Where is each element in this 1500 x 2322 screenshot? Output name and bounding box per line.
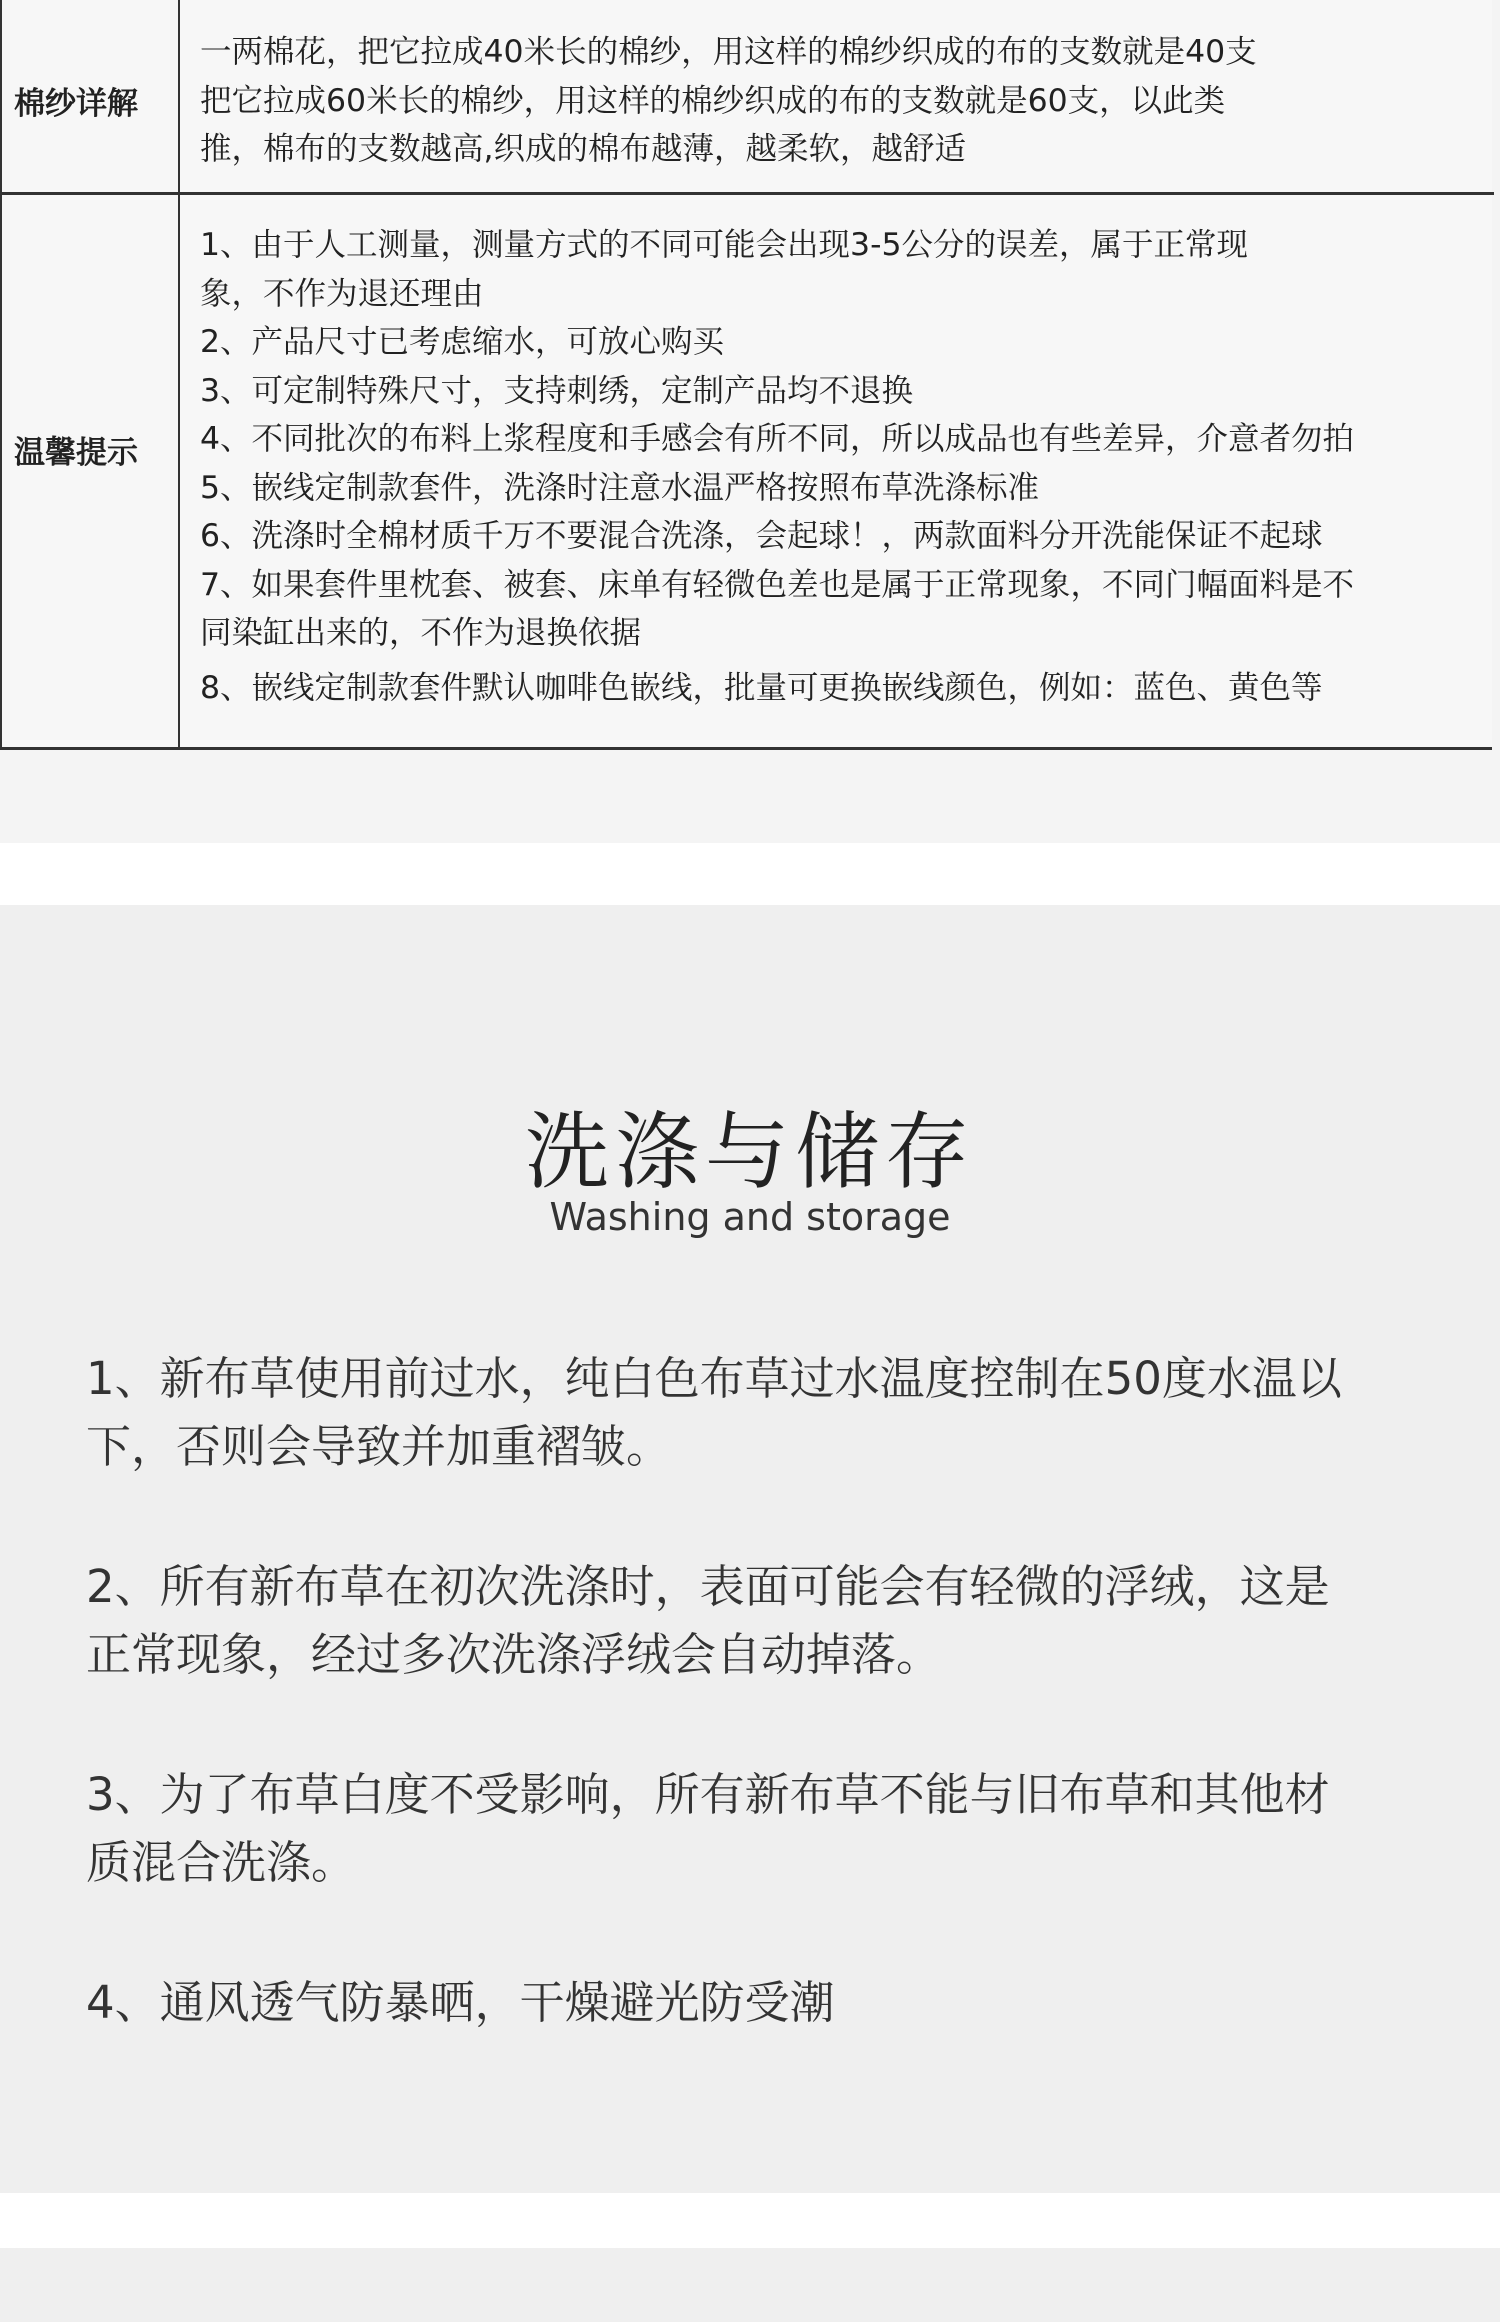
row-content	[200, 221, 1484, 712]
text-line: 2、产品尺寸已考虑缩水，可放心购买	[200, 324, 725, 360]
text-line: 推，棉布的支数越高,织成的棉布越薄，越柔软，越舒适	[200, 131, 967, 167]
instruction-paragraph	[86, 1761, 1460, 1897]
washing-storage-section	[0, 905, 1500, 2193]
text-line: 质混合洗涤。	[86, 1836, 357, 1889]
next-section-top	[0, 2248, 1500, 2322]
table-row-cotton-yarn	[2, 0, 1494, 195]
text-line: 5、嵌线定制款套件，洗涤时注意水温严格按照布草洗涤标准	[200, 469, 1040, 506]
section-subtitle: Washing and storage	[549, 1195, 951, 1239]
text-line: 1、新布草使用前过水，纯白色布草过水温度控制在50度水温以	[86, 1352, 1342, 1405]
text-line: 3、为了布草白度不受影响，所有新布草不能与旧布草和其他材	[86, 1768, 1330, 1821]
section-title: 洗涤与储存	[524, 1103, 975, 1201]
text-line: 3、可定制特殊尺寸，支持刺绣，定制产品均不退换	[200, 372, 914, 409]
text-line: 4、通风透气防暴晒，干燥避光防受潮	[86, 1976, 835, 2029]
row-label: 棉纱详解	[14, 86, 138, 122]
instruction-paragraph	[86, 1553, 1460, 1689]
text-line: 6、洗涤时全棉材质千万不要混合洗涤，会起球！，两款面料分开洗能保证不起球	[200, 518, 1323, 554]
text-line: 象，不作为退还理由	[200, 275, 484, 312]
info-table	[0, 0, 1492, 750]
text-line: 4、不同批次的布料上浆程度和手感会有所不同，所以成品也有些差异，介意者勿拍	[200, 421, 1355, 457]
product-info-section	[0, 0, 1500, 843]
row-label: 温馨提示	[14, 435, 138, 471]
text-line: 8、嵌线定制款套件默认咖啡色嵌线，批量可更换嵌线颜色，例如：蓝色、黄色等	[200, 669, 1323, 706]
table-row-tips	[2, 195, 1494, 747]
text-line: 2、所有新布草在初次洗涤时，表面可能会有轻微的浮绒，这是	[86, 1560, 1330, 1613]
text-line: 一两棉花，把它拉成40米长的棉纱，用这样的棉纱织成的布的支数就是40支	[200, 34, 1257, 70]
text-line: 1、由于人工测量，测量方式的不同可能会出现3-5公分的误差，属于正常现	[200, 227, 1248, 263]
instruction-paragraph	[86, 1969, 1460, 2037]
text-line: 下，否则会导致并加重褶皱。	[86, 1420, 672, 1473]
text-line: 同染缸出来的，不作为退换依据	[200, 615, 642, 651]
instruction-paragraph	[86, 1345, 1460, 1481]
text-line: 7、如果套件里枕套、被套、床单有轻微色差也是属于正常现象，不同门幅面料是不	[200, 566, 1355, 603]
row-content	[200, 28, 1484, 174]
text-line: 正常现象，经过多次洗涤浮绒会自动掉落。	[86, 1628, 942, 1681]
text-line: 把它拉成60米长的棉纱，用这样的棉纱织成的布的支数就是60支，以此类	[200, 82, 1226, 119]
